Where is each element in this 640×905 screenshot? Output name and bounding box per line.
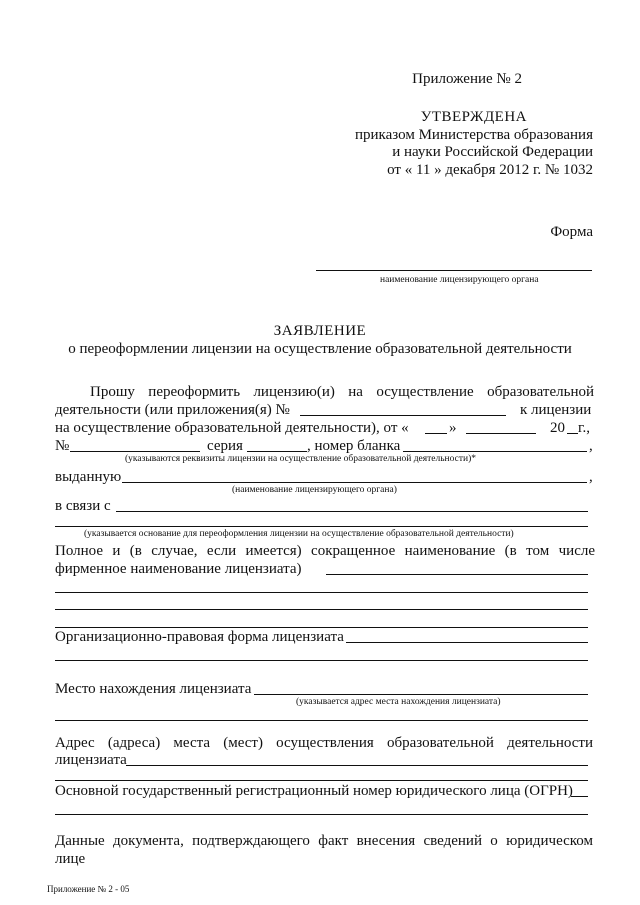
- licensee-name-field-2[interactable]: [55, 592, 588, 593]
- address-field-2[interactable]: [55, 780, 588, 781]
- page-footer-label: Приложение № 2 - 05: [47, 884, 130, 894]
- legal-form-field[interactable]: [346, 642, 588, 643]
- p1-line-3-start: на осуществление образовательной деятельности), от «: [55, 420, 409, 436]
- license-number-field[interactable]: [70, 451, 200, 452]
- form-label: Форма: [550, 224, 593, 240]
- reason-field[interactable]: [116, 511, 588, 512]
- p1-line-2-end: к лицензии: [520, 402, 592, 418]
- legal-form-field-2[interactable]: [55, 660, 588, 661]
- location-label: Место нахождения лицензиата: [55, 681, 252, 697]
- year-prefix: 20: [550, 420, 565, 436]
- document-title: ЗАЯВЛЕНИЕ: [273, 323, 367, 339]
- ogrn-field[interactable]: [571, 796, 588, 797]
- licensee-name-field[interactable]: [326, 574, 588, 575]
- issued-authority-caption: (наименование лицензирующего органа): [232, 485, 397, 495]
- due-to-label: в связи с: [55, 498, 111, 514]
- order-line-1: приказом Министерства образования: [355, 127, 593, 143]
- day-field[interactable]: [425, 433, 447, 434]
- issued-comma: ,: [589, 469, 593, 485]
- issued-label: выданную: [55, 469, 122, 485]
- name-line-1: Полное и (в случае, если имеется) сокращенное наименование (в том числе: [55, 543, 595, 559]
- legal-form-label: Организационно-правовая форма лицензиата: [55, 629, 344, 645]
- order-line-3: от « 11 » декабря 2012 г. № 1032: [387, 162, 593, 178]
- address-line-1: Адрес (адреса) места (мест) осуществления образовательной деятельности: [55, 735, 593, 751]
- p1-line-1: Прошу переоформить лицензию(и) на осуществление образовательной: [90, 384, 594, 400]
- name-line-2: фирменное наименование лицензиата): [55, 561, 302, 577]
- location-field-2[interactable]: [55, 720, 588, 721]
- authority-caption: наименование лицензирующего органа: [380, 275, 539, 285]
- number-sign: №: [55, 438, 70, 454]
- address-line-2: лицензиата: [55, 752, 127, 768]
- requisites-caption: (указываются реквизиты лицензии на осуществление образовательной деятельности)*: [125, 454, 476, 464]
- blank-number-field[interactable]: [403, 451, 587, 452]
- quote-close: »: [449, 420, 457, 436]
- address-field[interactable]: [126, 765, 588, 766]
- issued-authority-field[interactable]: [122, 482, 587, 483]
- ogrn-label: Основной государственный регистрационный номер юридического лица (ОГРН): [55, 783, 573, 799]
- appendix-label: Приложение № 2: [412, 71, 522, 87]
- location-field[interactable]: [254, 694, 588, 695]
- series-label: серия: [207, 438, 243, 454]
- data-doc-line: Данные документа, подтверждающего факт внесения сведений о юридическом лице: [55, 833, 593, 867]
- ogrn-field-2[interactable]: [55, 814, 588, 815]
- p1-line-2-start: деятельности (или приложения(я) №: [55, 402, 290, 418]
- approved-label: УТВЕРЖДЕНА: [420, 109, 527, 125]
- reason-field-2[interactable]: [55, 526, 588, 527]
- reason-caption: (указывается основание для переоформления лицензии на осуществление образовательной деятельности): [84, 529, 514, 539]
- authority-line: [316, 270, 592, 271]
- location-caption: (указывается адрес места нахождения лицензиата): [296, 697, 501, 707]
- series-field[interactable]: [247, 451, 307, 452]
- month-field[interactable]: [466, 433, 536, 434]
- appendix-number-field[interactable]: [300, 415, 506, 416]
- licensee-name-field-3[interactable]: [55, 609, 588, 610]
- year-suffix: г.,: [578, 420, 590, 436]
- order-line-2: и науки Российской Федерации: [392, 144, 593, 160]
- year-field[interactable]: [567, 433, 578, 434]
- blank-number-label: , номер бланка: [307, 438, 401, 454]
- comma: ,: [589, 438, 593, 454]
- document-subtitle: о переоформлении лицензии на осуществление образовательной деятельности: [68, 341, 572, 357]
